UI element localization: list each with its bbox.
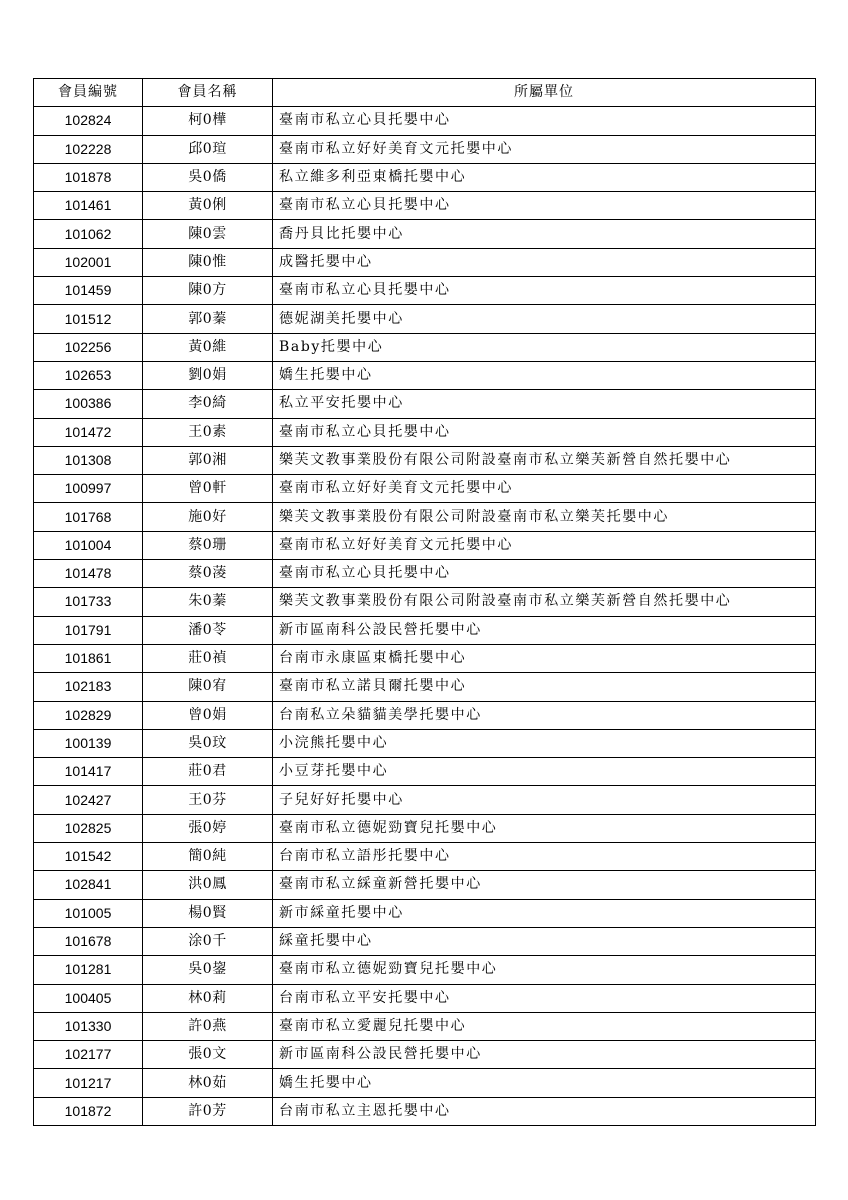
affiliated-unit-cell: 臺南市私立好好美育文元托嬰中心	[273, 531, 816, 559]
affiliated-unit-cell: 臺南市私立愛麗兒托嬰中心	[273, 1012, 816, 1040]
member-name-cell: 曾0軒	[143, 475, 273, 503]
member-id-cell: 102824	[34, 107, 143, 135]
affiliated-unit-cell: 樂芙文教事業股份有限公司附設臺南市私立樂芙托嬰中心	[273, 503, 816, 531]
member-name-cell: 林0莉	[143, 984, 273, 1012]
table-row	[34, 248, 816, 276]
member-name-cell: 郭0湘	[143, 446, 273, 474]
member-name-cell: 王0素	[143, 418, 273, 446]
table-row	[34, 503, 816, 531]
member-id-cell: 100405	[34, 984, 143, 1012]
member-id-cell: 101478	[34, 560, 143, 588]
affiliated-unit-cell: 台南市私立語彤托嬰中心	[273, 843, 816, 871]
member-name-cell: 曾0娟	[143, 701, 273, 729]
affiliated-unit-cell: 臺南市私立德妮勁寶兒托嬰中心	[273, 814, 816, 842]
member-name-cell: 邱0瑄	[143, 135, 273, 163]
member-id-cell: 102841	[34, 871, 143, 899]
member-id-cell: 101678	[34, 927, 143, 955]
affiliated-unit-cell: 臺南市私立諾貝爾托嬰中心	[273, 673, 816, 701]
affiliated-unit-cell: 台南市私立平安托嬰中心	[273, 984, 816, 1012]
affiliated-unit-cell: 新市區南科公設民營托嬰中心	[273, 616, 816, 644]
affiliated-unit-cell: 臺南市私立綵童新營托嬰中心	[273, 871, 816, 899]
affiliated-unit-cell: 綵童托嬰中心	[273, 927, 816, 955]
table-row	[34, 163, 816, 191]
member-name-cell: 李0綺	[143, 390, 273, 418]
member-id-cell: 101459	[34, 277, 143, 305]
member-id-cell: 102427	[34, 786, 143, 814]
member-name-cell: 張0婷	[143, 814, 273, 842]
member-id-cell: 102177	[34, 1041, 143, 1069]
member-id-cell: 101005	[34, 899, 143, 927]
member-id-cell: 102825	[34, 814, 143, 842]
member-name-cell: 蔡0蓤	[143, 560, 273, 588]
member-name-cell: 朱0蓁	[143, 588, 273, 616]
member-name-cell: 劉0娟	[143, 361, 273, 389]
header-member-id: 會員編號	[34, 79, 143, 107]
table-row	[34, 956, 816, 984]
header-affiliated-unit: 所屬單位	[273, 79, 816, 107]
member-id-cell: 101461	[34, 192, 143, 220]
member-name-cell: 陳0方	[143, 277, 273, 305]
member-id-cell: 102256	[34, 333, 143, 361]
table-row	[34, 220, 816, 248]
table-row	[34, 531, 816, 559]
table-body	[34, 107, 816, 1126]
member-name-cell: 蔡0珊	[143, 531, 273, 559]
affiliated-unit-cell: 臺南市私立德妮勁寶兒托嬰中心	[273, 956, 816, 984]
table-row	[34, 135, 816, 163]
affiliated-unit-cell: 臺南市私立好好美育文元托嬰中心	[273, 475, 816, 503]
table-row	[34, 277, 816, 305]
affiliated-unit-cell: 嬌生托嬰中心	[273, 361, 816, 389]
table-row	[34, 1012, 816, 1040]
affiliated-unit-cell: 新市區南科公設民營托嬰中心	[273, 1041, 816, 1069]
table-row	[34, 418, 816, 446]
affiliated-unit-cell: 臺南市私立心貝托嬰中心	[273, 107, 816, 135]
table-row	[34, 1097, 816, 1125]
member-id-cell: 100386	[34, 390, 143, 418]
member-name-cell: 洪0鳳	[143, 871, 273, 899]
table-row	[34, 729, 816, 757]
member-id-cell: 102001	[34, 248, 143, 276]
member-id-cell: 101417	[34, 758, 143, 786]
member-id-cell: 101004	[34, 531, 143, 559]
table-row	[34, 390, 816, 418]
table-row	[34, 446, 816, 474]
table-row	[34, 333, 816, 361]
affiliated-unit-cell: 私立維多利亞東橋托嬰中心	[273, 163, 816, 191]
table-row	[34, 107, 816, 135]
member-id-cell: 101281	[34, 956, 143, 984]
table-row	[34, 673, 816, 701]
table-row	[34, 1069, 816, 1097]
table-row	[34, 616, 816, 644]
member-name-cell: 黃0維	[143, 333, 273, 361]
affiliated-unit-cell: 樂芙文教事業股份有限公司附設臺南市私立樂芙新營自然托嬰中心	[273, 588, 816, 616]
table-row	[34, 192, 816, 220]
affiliated-unit-cell: 德妮湖美托嬰中心	[273, 305, 816, 333]
member-name-cell: 吳0僑	[143, 163, 273, 191]
member-name-cell: 吳0玟	[143, 729, 273, 757]
table-row	[34, 361, 816, 389]
member-id-cell: 100997	[34, 475, 143, 503]
member-name-cell: 林0茹	[143, 1069, 273, 1097]
table-row	[34, 871, 816, 899]
table-row	[34, 644, 816, 672]
affiliated-unit-cell: 臺南市私立好好美育文元托嬰中心	[273, 135, 816, 163]
member-id-cell: 102829	[34, 701, 143, 729]
member-id-cell: 101878	[34, 163, 143, 191]
member-name-cell: 吳0鋆	[143, 956, 273, 984]
member-roster-table	[33, 78, 816, 1126]
affiliated-unit-cell: 成醫托嬰中心	[273, 248, 816, 276]
affiliated-unit-cell: 台南市私立主恩托嬰中心	[273, 1097, 816, 1125]
member-name-cell: 潘0苓	[143, 616, 273, 644]
affiliated-unit-cell: 樂芙文教事業股份有限公司附設臺南市私立樂芙新營自然托嬰中心	[273, 446, 816, 474]
table-row	[34, 560, 816, 588]
affiliated-unit-cell: 新市綵童托嬰中心	[273, 899, 816, 927]
member-id-cell: 101861	[34, 644, 143, 672]
member-id-cell: 101330	[34, 1012, 143, 1040]
affiliated-unit-cell: 子兒好好托嬰中心	[273, 786, 816, 814]
member-name-cell: 黃0俐	[143, 192, 273, 220]
member-id-cell: 101062	[34, 220, 143, 248]
table-row	[34, 305, 816, 333]
affiliated-unit-cell: Baby托嬰中心	[273, 333, 816, 361]
affiliated-unit-cell: 臺南市私立心貝托嬰中心	[273, 418, 816, 446]
member-name-cell: 張0文	[143, 1041, 273, 1069]
member-name-cell: 許0芳	[143, 1097, 273, 1125]
table-row	[34, 814, 816, 842]
member-name-cell: 許0燕	[143, 1012, 273, 1040]
member-id-cell: 101768	[34, 503, 143, 531]
affiliated-unit-cell: 臺南市私立心貝托嬰中心	[273, 277, 816, 305]
member-id-cell: 102228	[34, 135, 143, 163]
affiliated-unit-cell: 小浣熊托嬰中心	[273, 729, 816, 757]
member-name-cell: 涂0千	[143, 927, 273, 955]
member-id-cell: 101512	[34, 305, 143, 333]
affiliated-unit-cell: 台南私立朵貓貓美學托嬰中心	[273, 701, 816, 729]
member-id-cell: 101542	[34, 843, 143, 871]
table-row	[34, 899, 816, 927]
member-id-cell: 101791	[34, 616, 143, 644]
member-name-cell: 陳0宥	[143, 673, 273, 701]
table-row	[34, 984, 816, 1012]
affiliated-unit-cell: 嬌生托嬰中心	[273, 1069, 816, 1097]
member-roster-sheet	[33, 78, 815, 1126]
affiliated-unit-cell: 喬丹貝比托嬰中心	[273, 220, 816, 248]
table-row	[34, 1041, 816, 1069]
member-name-cell: 柯0樺	[143, 107, 273, 135]
table-row	[34, 786, 816, 814]
table-row	[34, 843, 816, 871]
affiliated-unit-cell: 私立平安托嬰中心	[273, 390, 816, 418]
member-name-cell: 郭0蓁	[143, 305, 273, 333]
affiliated-unit-cell: 台南市永康區東橋托嬰中心	[273, 644, 816, 672]
member-name-cell: 陳0惟	[143, 248, 273, 276]
member-id-cell: 101872	[34, 1097, 143, 1125]
member-name-cell: 陳0雲	[143, 220, 273, 248]
member-id-cell: 101733	[34, 588, 143, 616]
member-id-cell: 101472	[34, 418, 143, 446]
member-name-cell: 莊0君	[143, 758, 273, 786]
affiliated-unit-cell: 小豆芽托嬰中心	[273, 758, 816, 786]
table-row	[34, 475, 816, 503]
member-id-cell: 101308	[34, 446, 143, 474]
member-id-cell: 101217	[34, 1069, 143, 1097]
affiliated-unit-cell: 臺南市私立心貝托嬰中心	[273, 560, 816, 588]
table-row	[34, 701, 816, 729]
member-id-cell: 102183	[34, 673, 143, 701]
member-id-cell: 102653	[34, 361, 143, 389]
member-name-cell: 莊0禎	[143, 644, 273, 672]
member-name-cell: 楊0賢	[143, 899, 273, 927]
member-name-cell: 施0好	[143, 503, 273, 531]
table-row	[34, 758, 816, 786]
header-member-name: 會員名稱	[143, 79, 273, 107]
table-row	[34, 588, 816, 616]
member-id-cell: 100139	[34, 729, 143, 757]
member-name-cell: 簡0純	[143, 843, 273, 871]
affiliated-unit-cell: 臺南市私立心貝托嬰中心	[273, 192, 816, 220]
table-row	[34, 927, 816, 955]
table-header-row	[34, 79, 816, 107]
member-name-cell: 王0芬	[143, 786, 273, 814]
